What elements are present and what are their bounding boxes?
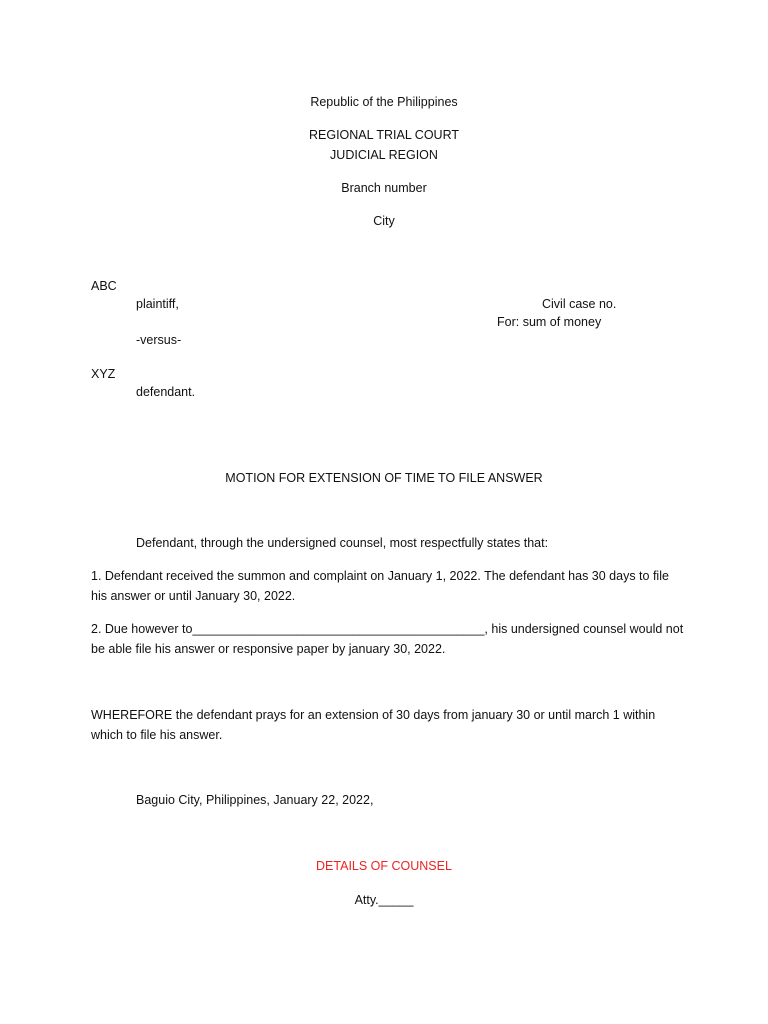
city-heading: City <box>373 214 395 228</box>
intro-paragraph: Defendant, through the undersigned counsel, most respectfully states that: <box>136 536 549 550</box>
plaintiff-name: ABC <box>91 279 117 293</box>
case-nature: For: sum of money <box>497 315 602 329</box>
paragraph-1-line-1: 1. Defendant received the summon and complaint on January 1, 2022. The defendant has 30 days to file <box>91 569 669 583</box>
court-heading: REGIONAL TRIAL COURT <box>308 128 460 142</box>
region-heading: JUDICIAL REGION <box>330 148 438 162</box>
place-and-date: Baguio City, Philippines, January 22, 2022, <box>136 793 374 807</box>
counsel-heading: DETAILS OF COUNSEL <box>316 859 452 873</box>
republic-heading: Republic of the Philippines <box>310 95 458 109</box>
prayer-line-2: which to file his answer. <box>91 728 223 742</box>
prayer-line-1: WHEREFORE the defendant prays for an extension of 30 days from january 30 or until march 1 within <box>91 708 656 722</box>
branch-heading: Branch number <box>341 181 427 195</box>
versus-label: -versus- <box>136 333 182 347</box>
plaintiff-role: plaintiff, <box>136 297 179 311</box>
paragraph-1-line-2: his answer or until January 30, 2022. <box>91 589 296 603</box>
paragraph-2-line-1: 2. Due however to__________________________________________, his undersigned counsel would not <box>91 622 684 636</box>
paragraph-2-line-2: be able file his answer or responsive paper by january 30, 2022. <box>91 642 446 656</box>
defendant-role: defendant. <box>136 385 196 399</box>
counsel-signature: Atty._____ <box>354 893 414 907</box>
motion-title: MOTION FOR EXTENSION OF TIME TO FILE ANSWER <box>225 471 543 485</box>
case-number-label: Civil case no. <box>542 297 617 311</box>
defendant-name: XYZ <box>91 367 116 381</box>
